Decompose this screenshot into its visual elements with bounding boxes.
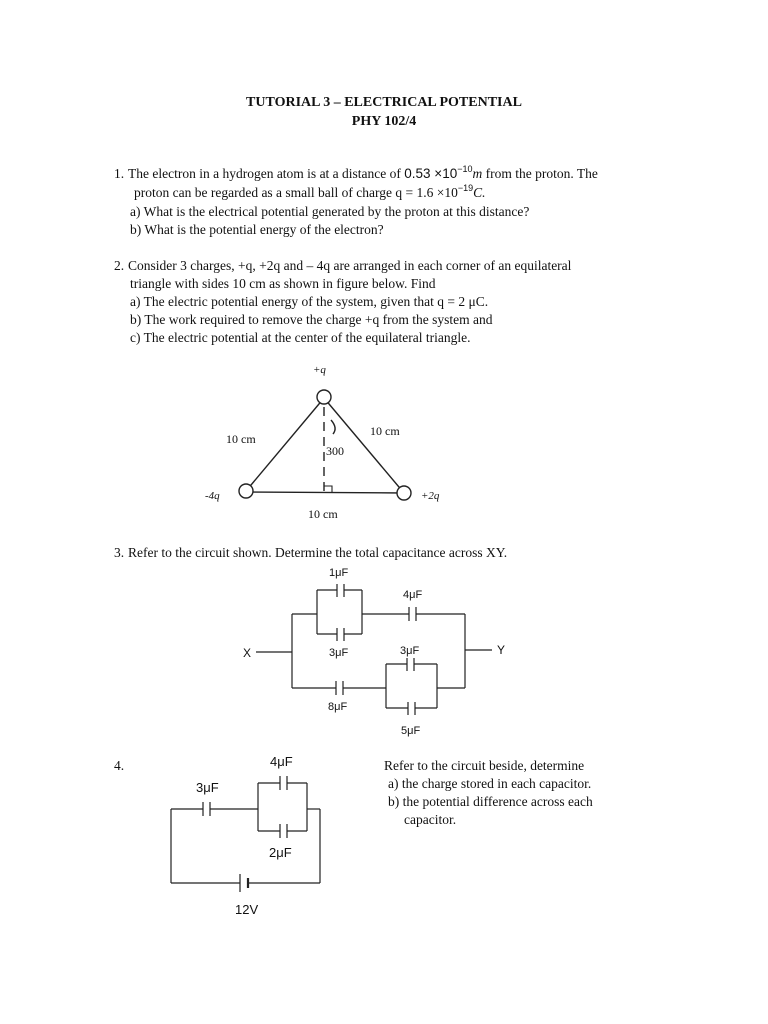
label-q4-cap-3uf: 3μF: [196, 780, 219, 795]
q2-number: 2.: [114, 258, 125, 273]
label-cap-3uf-left: 3μF: [329, 647, 349, 659]
label-q4-cap-2uf: 2μF: [269, 845, 292, 860]
label-bottom-side: 10 cm: [308, 507, 338, 521]
label-left-side: 10 cm: [226, 432, 256, 446]
label-angle: 300: [326, 444, 344, 458]
q1-distance-exp: −10: [457, 164, 473, 174]
q1-distance-unit: m: [472, 166, 483, 181]
q1-charge-exp: −19: [457, 183, 474, 193]
label-cap-8uf: 8μF: [328, 701, 348, 713]
q4-part-b: b) the potential difference across each: [388, 794, 593, 809]
q1-line1-post: from the proton. The: [485, 166, 598, 181]
label-cap-1uf: 1μF: [329, 567, 349, 579]
q1-distance-value: 0.53 ×10: [404, 166, 458, 181]
label-right-charge: +2q: [421, 490, 440, 502]
terminal-x: X: [243, 646, 252, 660]
q4-number: 4.: [114, 758, 125, 773]
q1-number: 1.: [114, 166, 125, 181]
q1-line1-pre: The electron in a hydrogen atom is at a distance of: [128, 166, 401, 181]
course-code: PHY 102/4: [351, 114, 417, 129]
label-cap-5uf: 5μF: [401, 725, 421, 737]
q2-line2: triangle with sides 10 cm as shown in figure below. Find: [130, 276, 436, 291]
label-q4-battery: 12V: [235, 902, 259, 917]
terminal-y: Y: [497, 643, 506, 657]
q3-text: Refer to the circuit shown. Determine the total capacitance across XY.: [128, 545, 508, 560]
q1-part-b: b) What is the potential energy of the electron?: [130, 222, 384, 237]
q4-part-b-cont: capacitor.: [404, 812, 457, 827]
q2-part-c: c) The electric potential at the center of the equilateral triangle.: [130, 330, 471, 345]
label-right-side: 10 cm: [370, 424, 400, 438]
label-left-charge: -4q: [205, 490, 220, 502]
label-top-charge: +q: [313, 364, 326, 376]
q1-charge-unit: C.: [473, 185, 486, 200]
label-cap-4uf: 4μF: [403, 589, 423, 601]
q2-part-b: b) The work required to remove the charge +q from the system and: [130, 312, 493, 327]
q3-number: 3.: [114, 545, 125, 560]
q2-line1: Consider 3 charges, +q, +2q and – 4q are arranged in each corner of an equilateral: [128, 258, 572, 273]
q1-part-a: a) What is the electrical potential generated by the proton at this distance?: [130, 204, 530, 219]
q1-line2-pre: proton can be regarded as a small ball of charge q = 1.6 ×10: [134, 185, 458, 200]
label-cap-3uf-right: 3μF: [400, 645, 420, 657]
q4-part-a: a) the charge stored in each capacitor.: [388, 776, 592, 791]
page-title: TUTORIAL 3 – ELECTRICAL POTENTIAL: [246, 95, 522, 110]
label-q4-cap-4uf: 4μF: [270, 754, 293, 769]
q2-part-a: a) The electric potential energy of the system, given that q = 2 μC.: [130, 294, 489, 309]
q4-intro: Refer to the circuit beside, determine: [384, 758, 585, 773]
